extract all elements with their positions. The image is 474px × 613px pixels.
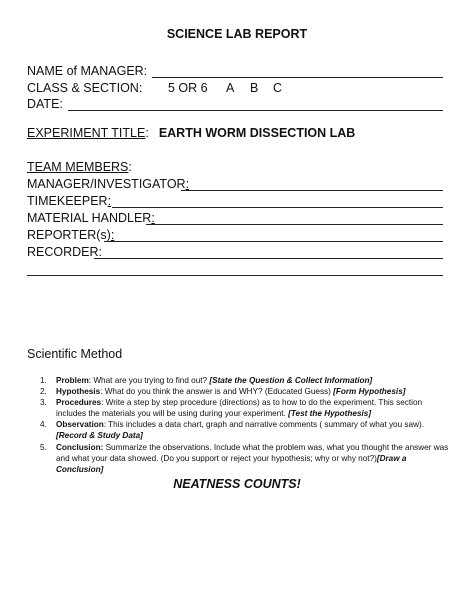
date-label: DATE: bbox=[27, 97, 63, 111]
manager-line[interactable] bbox=[152, 77, 443, 78]
role-colon: : bbox=[107, 194, 112, 208]
role-colon: : bbox=[98, 245, 103, 259]
manager-label: NAME of MANAGER: bbox=[27, 64, 148, 78]
role-label: RECORDER bbox=[27, 245, 99, 259]
role-colon: : bbox=[151, 211, 155, 225]
role-label: MANAGER/INVESTIGATOR bbox=[27, 177, 186, 191]
step-text: : What do you think the answer is and WHY? (Educated Guess) bbox=[100, 387, 334, 397]
extra-line[interactable] bbox=[27, 275, 443, 276]
list-number: 5. bbox=[40, 442, 47, 452]
step-text: Summarize the observations. Include what the problem was, what you thought the answer was and what your data showed. (Do you support or reject your hypothesis; why or why not?) bbox=[56, 442, 449, 463]
date-line[interactable] bbox=[68, 110, 443, 111]
experiment-title-row bbox=[27, 126, 355, 140]
step-text: : What are you trying to find out? bbox=[88, 376, 210, 385]
material-handler-line[interactable] bbox=[146, 224, 443, 225]
role-timekeeper bbox=[27, 194, 111, 208]
team-members-heading bbox=[27, 160, 132, 174]
page-title: SCIENCE LAB REPORT bbox=[166, 27, 308, 41]
reporters-line[interactable] bbox=[104, 241, 443, 242]
recorder-line[interactable] bbox=[94, 258, 443, 259]
step-term: Hypothesis bbox=[56, 387, 101, 397]
list-number: 3. bbox=[40, 398, 47, 408]
step-tag: [Record & Study Data] bbox=[56, 431, 143, 441]
step-tag: [State the Question & Collect Information] bbox=[209, 376, 373, 385]
experiment-title-colon: : bbox=[145, 126, 149, 140]
role-label: TIMEKEEPER bbox=[27, 194, 108, 208]
section-option-c[interactable]: C bbox=[273, 81, 283, 95]
role-material-handler bbox=[27, 211, 155, 225]
experiment-title-label: EXPERIMENT TITLE bbox=[27, 126, 146, 140]
role-reporters bbox=[27, 228, 114, 242]
step-tag: [Test the Hypothesis] bbox=[288, 409, 372, 419]
list-number: 2. bbox=[40, 387, 47, 397]
role-recorder bbox=[27, 245, 102, 259]
experiment-title-value: EARTH WORM DISSECTION LAB bbox=[158, 126, 356, 140]
list-item bbox=[40, 386, 452, 397]
step-term: Observation bbox=[56, 420, 104, 430]
step-term: Procedures bbox=[56, 398, 102, 408]
neatness-counts: NEATNESS COUNTS! bbox=[173, 477, 301, 491]
manager-investigator-line[interactable] bbox=[181, 190, 443, 191]
step-tag: [Draw a Conclusion] bbox=[56, 453, 407, 474]
team-members-colon: : bbox=[128, 160, 132, 174]
section-option-a[interactable]: A bbox=[226, 81, 235, 95]
list-number: 1. bbox=[40, 376, 47, 385]
role-colon: : bbox=[185, 177, 190, 191]
list-item bbox=[40, 397, 452, 419]
class-value: 5 OR 6 bbox=[168, 81, 208, 95]
step-term: Problem bbox=[56, 376, 89, 385]
step-tag: [Form Hypothesis] bbox=[333, 387, 406, 397]
timekeeper-line[interactable] bbox=[112, 207, 443, 208]
step-text: : This includes a data chart, graph and narrative comments ( summary of what you saw). bbox=[103, 420, 424, 430]
scientific-method-list bbox=[40, 375, 452, 475]
list-item bbox=[40, 419, 452, 441]
team-members-label: TEAM MEMBERS bbox=[27, 160, 129, 174]
step-term: Conclusion: bbox=[56, 442, 104, 452]
class-section-label: CLASS & SECTION: bbox=[27, 81, 143, 95]
role-label: REPORTER(s) bbox=[27, 228, 111, 242]
list-item bbox=[40, 442, 452, 475]
role-manager-investigator bbox=[27, 177, 189, 191]
list-number: 4. bbox=[40, 420, 47, 430]
list-item bbox=[40, 375, 452, 386]
role-label: MATERIAL HANDLER bbox=[27, 211, 152, 225]
section-option-b[interactable]: B bbox=[250, 81, 259, 95]
scientific-method-heading: Scientific Method bbox=[27, 347, 123, 361]
role-colon: : bbox=[110, 228, 115, 242]
step-text: : Write a step by step procedure (directions) as to how to do the experiment. This section includes the materials you will be using during your experiment. bbox=[56, 398, 423, 419]
